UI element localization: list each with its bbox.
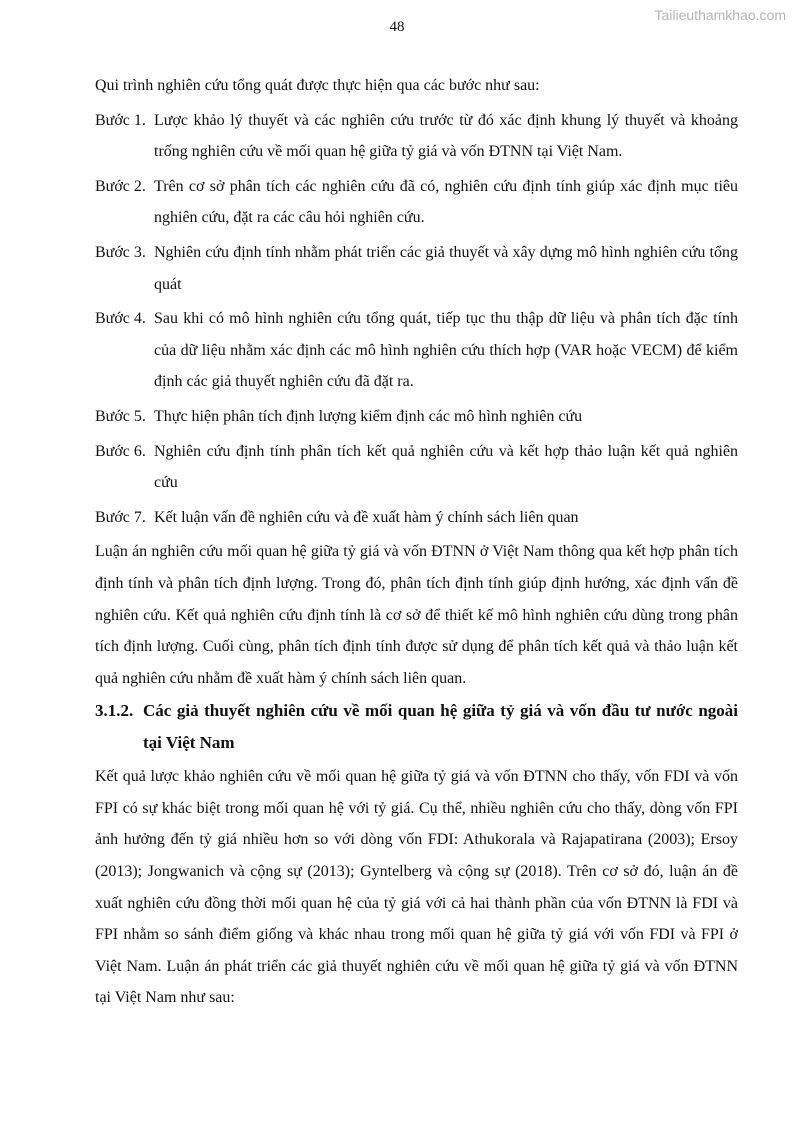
section-heading bbox=[95, 695, 738, 759]
hypotheses-paragraph: Kết quả lược khảo nghiên cứu về mối quan hệ giữa tỷ giá và vốn ĐTNN cho thấy, vốn FDI và vốn FPI có sự khác biệt trong mối quan hệ với tỷ giá. Cụ thể, nhiều nghiên cứu cho thấy, dòng vốn FPI ảnh hưởng đến tỷ giá nhiều hơn so với dòng vốn FDI: Athukorala và Rajapatirana (2003); Ersoy (2013); Jongwanich và cộng sự (2013); Gyntelberg và cộng sự (2018). Trên cơ sở đó, luận án đề xuất nghiên cứu đồng thời mối quan hệ của tỷ giá với cả hai thành phần của vốn ĐTNN là FDI và FPI nhằm so sánh điểm giống và khác nhau trong mối quan hệ giữa tỷ giá với vốn FDI và FPI ở Việt Nam. Luận án phát triển các giả thuyết nghiên cứu về mối quan hệ giữa tỷ giá và vốn ĐTNN tại Việt Nam như sau: bbox=[95, 768, 738, 1007]
step-label: Bước 7. bbox=[95, 508, 146, 526]
page-number: 48 bbox=[389, 19, 405, 35]
method-paragraph: Luận án nghiên cứu mối quan hệ giữa tỷ giá và vốn ĐTNN ở Việt Nam thông qua kết hợp phân tích định tính và phân tích định lượng. Trong đó, phân tích định tính giúp định hướng, xác định vấn đề nghiên cứu. Kết quả nghiên cứu định tính là cơ sở để thiết kế mô hình nghiên cứu dùng trong phân tích định lượng. Cuối cùng, phân tích định tính được sử dụng để phân tích kết quả và thảo luận kết quả nghiên cứu nhằm đề xuất hàm ý chính sách liên quan. bbox=[95, 543, 738, 687]
step-label: Bước 5. bbox=[95, 407, 146, 425]
section-number: 3.1.2. bbox=[95, 701, 134, 721]
watermark: Tailieuthamkhao.com bbox=[654, 7, 786, 23]
step-1 bbox=[95, 105, 738, 168]
step-3 bbox=[95, 237, 738, 300]
step-4 bbox=[95, 303, 738, 398]
step-text: Nghiên cứu định tính phân tích kết quả nghiên cứu và kết hợp thảo luận kết quả nghiên cứu bbox=[154, 442, 738, 492]
intro-paragraph: Qui trình nghiên cứu tổng quát được thực hiện qua các bước như sau: bbox=[95, 77, 540, 94]
step-5 bbox=[95, 401, 738, 433]
step-label: Bước 6. bbox=[95, 442, 146, 460]
document-body bbox=[95, 70, 738, 1014]
step-text: Lược khảo lý thuyết và các nghiên cứu trước từ đó xác định khung lý thuyết và khoảng trống nghiên cứu về mối quan hệ giữa tỷ giá và vốn ĐTNN tại Việt Nam. bbox=[154, 111, 738, 161]
step-label: Bước 2. bbox=[95, 177, 146, 195]
step-text: Sau khi có mô hình nghiên cứu tổng quát, tiếp tục thu thập dữ liệu và phân tích đặc tính của dữ liệu nhằm xác định các mô hình nghiên cứu thích hợp (VAR hoặc VECM) để kiểm định các giả thuyết nghiên cứu đã đặt ra. bbox=[154, 310, 738, 391]
step-6 bbox=[95, 436, 738, 499]
step-text: Nghiên cứu định tính nhằm phát triển các giả thuyết và xây dựng mô hình nghiên cứu tổng quát bbox=[154, 243, 738, 293]
step-label: Bước 4. bbox=[95, 310, 146, 328]
step-label: Bước 1. bbox=[95, 111, 146, 129]
section-title: Các giả thuyết nghiên cứu về mối quan hệ giữa tỷ giá và vốn đầu tư nước ngoài tại Việt Nam bbox=[143, 701, 738, 753]
step-label: Bước 3. bbox=[95, 243, 146, 261]
step-7 bbox=[95, 502, 738, 534]
step-text: Thực hiện phân tích định lượng kiểm định các mô hình nghiên cứu bbox=[154, 407, 583, 425]
step-2 bbox=[95, 171, 738, 234]
step-text: Kết luận vấn đề nghiên cứu và đề xuất hàm ý chính sách liên quan bbox=[154, 508, 579, 526]
step-text: Trên cơ sở phân tích các nghiên cứu đã có, nghiên cứu định tính giúp xác định mục tiêu nghiên cứu, đặt ra các câu hỏi nghiên cứu. bbox=[154, 177, 738, 227]
